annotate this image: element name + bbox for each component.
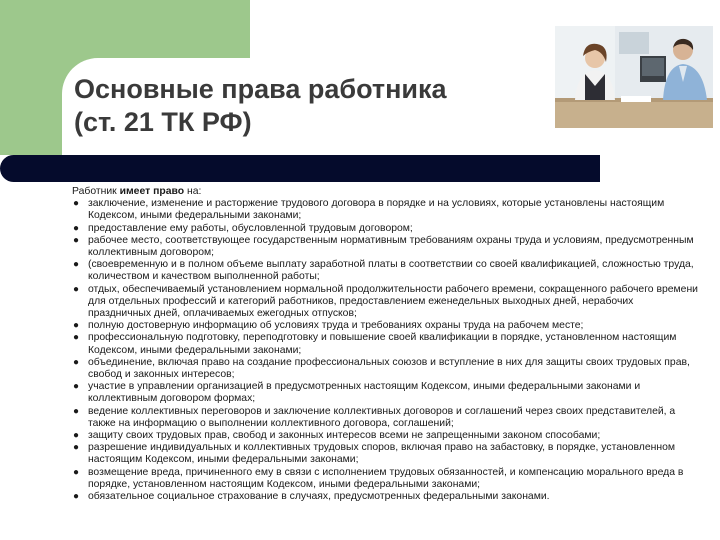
bullet-icon: ● <box>73 283 80 295</box>
list-item <box>72 442 698 466</box>
list-item-text: объединение, включая право на создание профессиональных союзов и вступление в них для защиты своих трудовых прав, свобод и законных интересов; <box>88 356 690 381</box>
list-item-text: обязательное социальное страхование в случаях, предусмотренных федеральными законами. <box>88 491 550 503</box>
intro-suffix: на: <box>186 186 202 197</box>
bullet-icon: ● <box>73 222 80 234</box>
bullet-icon: ● <box>73 466 80 478</box>
bullet-icon: ● <box>73 491 80 503</box>
list-item <box>72 284 698 321</box>
list-item-text: разрешение индивидуальных и коллективных трудовых споров, включая право на забастовку, в порядке, установленном настоящим Кодексом, иными федеральными законами; <box>88 442 676 466</box>
bullet-icon: ● <box>73 405 80 417</box>
office-photo <box>555 26 713 128</box>
list-item <box>72 320 698 332</box>
list-item <box>72 223 698 235</box>
intro-prefix: Работник <box>72 186 117 197</box>
list-item-text: возмещение вреда, причиненного ему в связи с исполнением трудовых обязанностей, и компенсацию морального вреда в порядке, установленном настоящим Кодексом, иными федеральными законами; <box>88 466 684 490</box>
title-divider-bar <box>0 155 600 182</box>
list-item-text: участие в управлении организацией в предусмотренных настоящим Кодексом, иными федеральными законами и коллективным договором формах; <box>88 381 641 405</box>
list-item <box>72 467 698 491</box>
list-item-text: (своевременную и в полном объеме выплату заработной платы в соответствии со своей квалификацией, сложностью труда, количеством и качеством выполненной работы; <box>88 259 694 283</box>
bullet-icon: ● <box>73 198 80 210</box>
bullet-icon: ● <box>73 381 80 393</box>
list-item-text: защиту своих трудовых прав, свобод и законных интересов всеми не запрещенными законом способами; <box>88 430 601 442</box>
list-item-text: предоставление ему работы, обусловленной трудовым договором; <box>88 222 413 234</box>
list-item-text: ведение коллективных переговоров и заключение коллективных договоров и соглашений через своих представителей, а также на информацию о выполнении коллективного договора, соглашений; <box>88 405 676 429</box>
slide-title <box>74 73 447 139</box>
slide-title-line2: (ст. 21 ТК РФ) <box>74 107 252 137</box>
list-item-text: рабочее место, соответствующее государственным нормативным требованиям охраны труда и условиям, предусмотренным коллективным договором; <box>88 234 694 259</box>
rights-list <box>72 198 698 503</box>
list-item <box>72 430 698 442</box>
intro-line <box>72 186 698 198</box>
list-item <box>72 491 698 503</box>
slide-title-line1: Основные права работника <box>74 74 447 104</box>
list-item <box>72 259 698 283</box>
list-item <box>72 381 698 405</box>
list-item-text: заключение, изменение и расторжение трудового договора в порядке и на условиях, которые установлены настоящим Кодексом, иными федеральными законами; <box>88 198 665 222</box>
bullet-icon: ● <box>73 259 80 271</box>
intro-emphasis: имеет право <box>119 186 185 197</box>
bullet-icon: ● <box>73 332 80 344</box>
bullet-icon: ● <box>73 430 80 442</box>
bullet-icon: ● <box>73 442 80 454</box>
bullet-icon: ● <box>73 234 80 246</box>
list-item-text: профессиональную подготовку, переподготовку и повышение своей квалификации в порядке, установленном настоящим Кодексом, иными федеральными законами; <box>88 332 677 356</box>
list-item <box>72 235 698 259</box>
bullet-icon: ● <box>73 320 80 332</box>
rights-content <box>72 186 698 503</box>
bullet-icon: ● <box>73 356 80 368</box>
list-item-text: отдых, обеспечиваемый установлением нормальной продолжительности рабочего времени, сокращенного рабочего времени для отдельных профессий и категорий работников, предоставлением еженедельных выходных дней, нерабочих праздничных дней, оплачиваемых ежегодных отпусков; <box>88 283 698 320</box>
list-item-text: полную достоверную информацию об условиях труда и требованиях охраны труда на рабочем месте; <box>88 320 584 332</box>
list-item <box>72 332 698 356</box>
list-item <box>72 198 698 222</box>
list-item <box>72 357 698 381</box>
list-item <box>72 406 698 430</box>
